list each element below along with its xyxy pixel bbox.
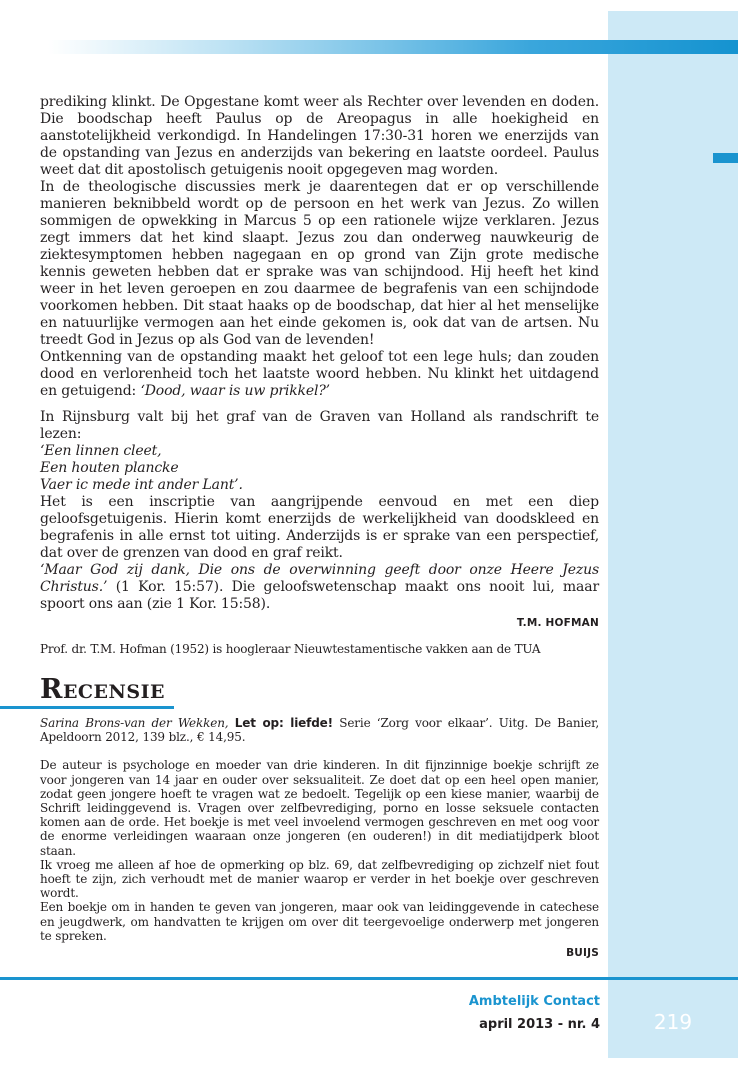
inscription-comment: Het is een inscriptie van aangrijpende eenvoud en met een diep geloofsgetuigenis. Hierin komt enerzijds de werkelijkheid van doodskleed en begrafenis in alle ernst tot uiting. Anderzijds is er sprake van een perspectief, dat over de grenzen van dood en graf reikt. <box>40 494 599 561</box>
inscription-line: Een houten plancke <box>40 460 179 476</box>
review-body <box>40 716 599 959</box>
review-signature: BUIJS <box>566 947 599 960</box>
article-signature: T.M. HOFMAN <box>516 617 599 629</box>
inscription-line: ‘Een linnen cleet, <box>40 443 162 459</box>
review-book-details: Serie ‘Zorg voor elkaar’. Uitg. De Banier, Apeldoorn 2012, 139 blz., € 14,95. <box>40 716 599 745</box>
inscription-line: Vaer ic mede int ander Lant’. <box>40 477 243 493</box>
side-panel <box>608 11 738 1058</box>
footer-rule <box>0 977 738 980</box>
inscription <box>40 443 599 494</box>
author-bio: Prof. dr. T.M. Hofman (1952) is hoogleraar Nieuwtestamentische vakken aan de TUA <box>40 642 541 656</box>
article-body <box>40 94 599 629</box>
review-paragraph: Ik vroeg me alleen af hoe de opmerking op blz. 69, dat zelfbevrediging op zichzelf niet fout hoeft te zijn, zich verhoudt met de manier waarop er verder in het boekje over geschreven wordt. <box>40 857 599 901</box>
review-paragraph: De auteur is psychologe en moeder van drie kinderen. In dit fijnzinnige boekje schrijft ze voor jongeren van 14 jaar en ouder over seksualiteit. Ze doet dat op een heel open manier, zodat geen jongere hoeft te vragen wat ze bedoelt. Tegelijk op een kiese manier, waarbij de Schrift leidinggevend is. Vragen over zelfbevrediging, porno en losse seksuele contacten komen aan de orde. Het boekje is met veel invoelend vermogen geschreven en met oog voor de enorme verleidingen waaraan onze jongeren (en ouderen!) in dit mediatijdperk bloot staan. <box>40 758 599 858</box>
rijnsburg-intro: In Rijnsburg valt bij het graf van de Graven van Holland als randschrift te lezen: <box>40 409 599 442</box>
review-paragraph: Een boekje om in handen te geven van jongeren, maar ook van leidinggevende in catechese en jeugdwerk, om handvatten te krijgen om over dit teergevoelige onderwerp met jongeren te spreken. <box>40 900 599 943</box>
closing-text: (1 Kor. 15:57). Die geloofswetenschap maakt ons nooit lui, maar spoort ons aan (zie 1 Kor. 15:58). <box>40 579 599 612</box>
page-number: 219 <box>653 1010 693 1034</box>
header-stripe <box>48 40 738 54</box>
article-paragraph: prediking klinkt. De Opgestane komt weer als Rechter over levenden en doden. Die boodschap heeft Paulus op de Areopagus in alle hoekigheid en aanstotelijkheid verkondigd. In Handelingen 17:30-31 horen we enerzijds van de opstanding van Jezus en anderzijds van bekering en laatste oordeel. Paulus weet dat dit apostolisch getuigenis nooit opgegeven mag worden. <box>40 94 599 178</box>
side-marker <box>713 153 738 163</box>
review-book-author: Sarina Brons-van der Wekken, <box>40 716 229 730</box>
article-paragraph <box>40 349 599 400</box>
closing-quote: ‘Maar God zij dank, Die ons de overwinning geeft door onze Heere Jezus Christus.’ <box>40 562 599 595</box>
closing-paragraph <box>40 562 599 613</box>
review-book-info <box>40 716 599 744</box>
review-book-title: Let op: liefde! <box>234 716 333 730</box>
footer-brand: Ambtelijk Contact <box>468 994 600 1009</box>
article-paragraph-text: Ontkenning van de opstanding maakt het geloof tot een lege huls; dan zouden dood en verlorenheid toch het laatste woord hebben. Nu klinkt het uitdagend en getuigend: <box>40 349 599 399</box>
review-heading-rule <box>0 706 174 709</box>
quote-death: ‘Dood, waar is uw prikkel?’ <box>140 383 330 399</box>
footer-issue: april 2013 - nr. 4 <box>479 1017 600 1032</box>
review-heading: Recensie <box>40 674 165 705</box>
article-paragraph: In de theologische discussies merk je daarentegen dat er op verschillende manieren beknibbeld wordt op de persoon en het werk van Jezus. Zo willen sommigen de opwekking in Marcus 5 op een rationele wijze verklaren. Jezus zegt immers dat het kind slaapt. Jezus zou dan onderweg nauwkeurig de ziektesymptomen hebben nagegaan en op grond van Zijn grote medische kennis geweten hebben dat er sprake was van schijndood. Hij heeft het kind weer in het leven geroepen en zou daarmee de begrafenis van een schijndode voorkomen hebben. Dit staat haaks op de boodschap, dat hier al het menselijke en natuurlijke vermogen aan het einde gekomen is, ook dat van de artsen. Nu treedt God in Jezus op als God van de levenden! <box>40 179 599 348</box>
